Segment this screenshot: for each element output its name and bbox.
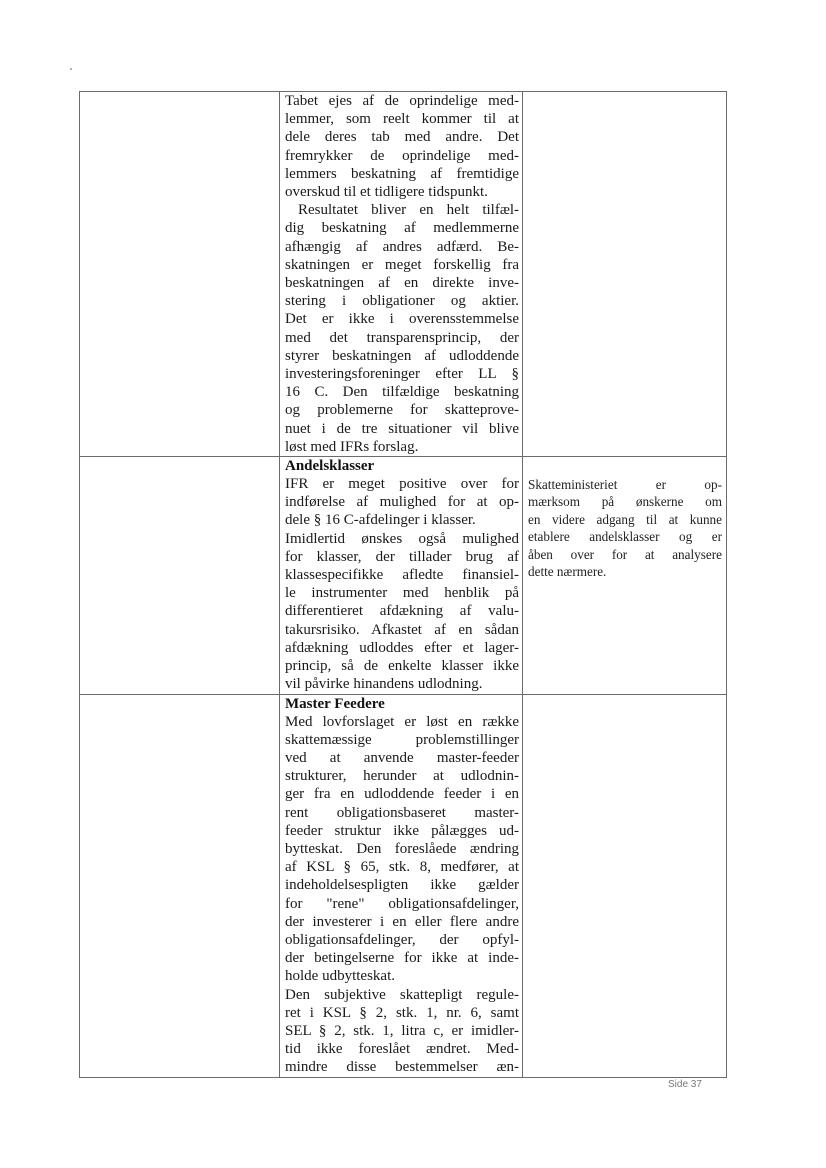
text-line: nuet i de tre situationer vil blive <box>285 420 519 437</box>
text-line: åben over for at analysere <box>528 546 722 562</box>
text-line: beskatningen af en direkte inve- <box>285 275 519 292</box>
text-line: indeholdelsespligten ikke gælder <box>285 877 519 894</box>
text-line: feeder struktur ikke pålægges ud- <box>285 822 519 839</box>
text-line: afdækning udloddes efter et lager- <box>285 639 519 656</box>
text-line: IFR er meget positive over for <box>285 476 519 493</box>
text-line: styrer beskatningen af udloddende <box>285 347 519 364</box>
response-cell <box>523 694 727 1077</box>
comment-text <box>285 92 519 456</box>
text-line: stering i obligationer og aktier. <box>285 293 519 310</box>
text-line: Det er ikke i overensstemmelse <box>285 311 519 328</box>
text-line: obligationsafdelinger, der opfyl- <box>285 931 519 948</box>
text-line: skattemæssige problemstillinger <box>285 731 519 748</box>
text-line: differentieret afdækning af valu- <box>285 603 519 620</box>
text-line: bytteskat. Den foreslåede ændring <box>285 840 519 857</box>
text-line: dig beskatning af medlemmerne <box>285 220 519 237</box>
text-line: for "rene" obligationsafdelinger, <box>285 895 519 912</box>
text-line: tid ikke foreslået ændret. Med- <box>285 1041 519 1058</box>
response-cell <box>523 92 727 457</box>
text-line: Resultatet bliver en helt tilfæl- <box>298 202 519 219</box>
text-line: overskud til et tidligere tidspunkt. <box>285 184 488 201</box>
text-line: en videre adgang til at kunne <box>528 511 722 527</box>
text-line: lemmer, som reelt kommer til at <box>285 111 519 128</box>
text-line: for klasser, der tillader brug af <box>285 548 519 565</box>
text-line: etablere andelsklasser og er <box>528 529 722 545</box>
text-line: indførelse af mulighed for at op- <box>285 494 519 511</box>
text-line: af KSL § 65, stk. 8, medfører, at <box>285 859 519 876</box>
text-line: rent obligationsbaseret master- <box>285 804 519 821</box>
empty-cell <box>80 92 280 457</box>
text-line: Tabet ejes af de oprindelige med- <box>285 93 519 109</box>
empty-cell <box>80 457 280 694</box>
text-line: ger fra en udloddende feeder i en <box>285 786 519 803</box>
text-line: og problemerne for skatteprove- <box>285 402 519 419</box>
text-line: investeringsforeninger efter LL § <box>285 366 519 383</box>
text-line: Den subjektive skattepligt regule- <box>285 986 519 1003</box>
page-number: Side 37 <box>668 1079 702 1090</box>
text-line: Skatteministeriet er op- <box>528 477 722 493</box>
text-line: dele § 16 C-afdelinger i klasser. <box>285 512 476 529</box>
section-heading: Master Feedere <box>285 695 385 712</box>
section-heading: Andelsklasser <box>285 458 375 475</box>
text-line: le instrumenter med henblik på <box>285 585 519 602</box>
comment-cell <box>280 92 523 457</box>
text-line: afhængig af andres adfærd. Be- <box>285 238 519 255</box>
scan-speck <box>70 68 72 70</box>
table-row <box>80 694 727 1077</box>
consultation-table <box>79 91 727 1078</box>
text-line: vil påvirke hinandens udlodning. <box>285 676 483 693</box>
text-line: SEL § 2, stk. 1, litra c, er imidler- <box>285 1022 519 1039</box>
text-line: klassespecifikke afledte finansiel- <box>285 567 519 584</box>
text-line: lemmers beskatning af fremtidige <box>285 165 519 182</box>
text-line: princip, så de enkelte klasser ikke <box>285 658 519 675</box>
comment-text <box>285 695 519 1077</box>
text-line: dele deres tab med andre. Det <box>285 129 519 146</box>
text-line: fremrykker de oprindelige med- <box>285 147 519 164</box>
text-line: holde udbytteskat. <box>285 968 395 985</box>
text-line: ved at anvende master-feeder <box>285 749 519 766</box>
text-line: løst med IFRs forslag. <box>285 438 419 455</box>
ministry-response <box>528 476 722 580</box>
text-line: 16 C. Den tilfældige beskatning <box>285 384 519 401</box>
text-line: med det transparensprincip, der <box>285 329 519 346</box>
text-line: skatningen er meget forskellig fra <box>285 256 519 273</box>
text-line: takursrisiko. Afkastet af en sådan <box>285 621 519 638</box>
text-line: der investerer i en eller flere andre <box>285 913 519 930</box>
text-line: strukturer, herunder at udlodnin- <box>285 768 519 785</box>
text-line: der betingelserne for ikke at inde- <box>285 950 519 967</box>
table-row <box>80 457 727 694</box>
text-line: mærksom på ønskerne om <box>528 494 722 510</box>
empty-cell <box>80 694 280 1077</box>
comment-cell <box>280 457 523 694</box>
response-cell <box>523 457 727 694</box>
comment-text <box>285 457 519 693</box>
text-line: Imidlertid ønskes også mulighed <box>285 530 519 547</box>
text-line: dette nærmere. <box>528 564 607 580</box>
text-line: mindre disse bestemmelser æn- <box>285 1059 519 1076</box>
text-line: ret i KSL § 2, stk. 1, nr. 6, samt <box>285 1004 519 1021</box>
table-row <box>80 92 727 457</box>
comment-cell <box>280 694 523 1077</box>
text-line: Med lovforslaget er løst en række <box>285 713 519 730</box>
